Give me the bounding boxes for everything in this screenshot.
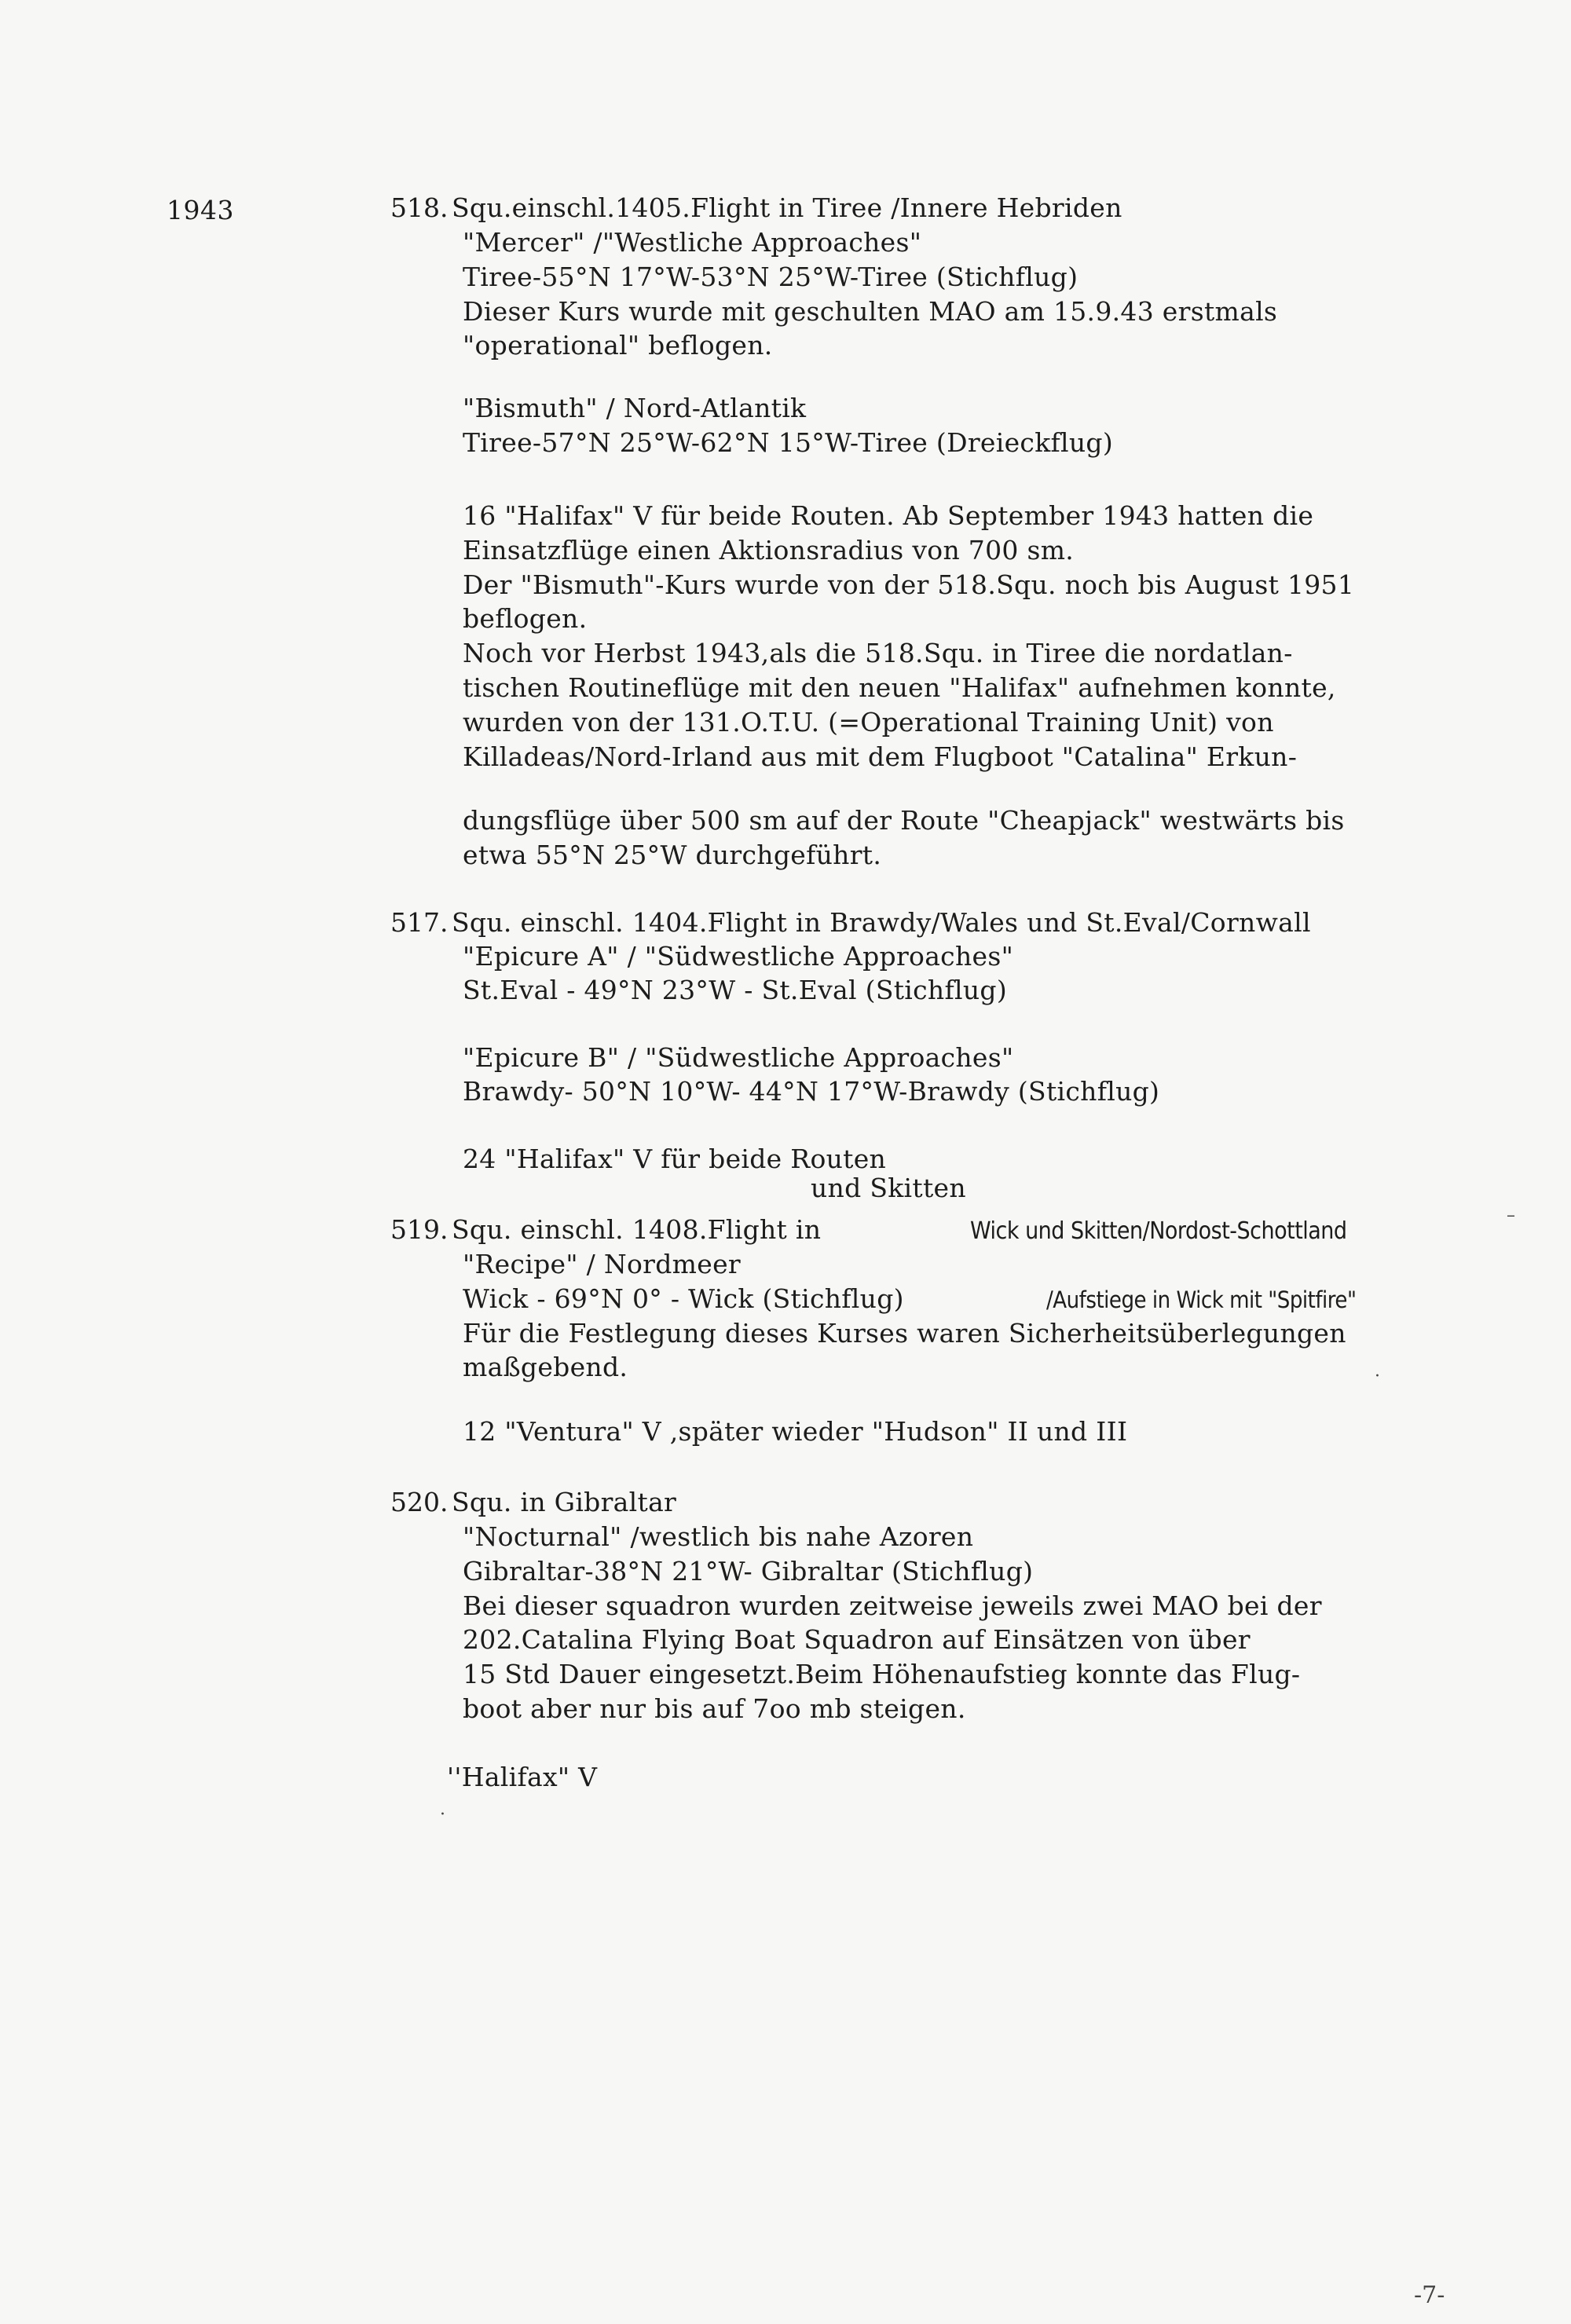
- entry-line: Squ.einschl.1405.Flight in Tiree /Innere Hebriden: [452, 192, 1122, 223]
- entry-line: Dieser Kurs wurde mit geschulten MAO am 15.9.43 erstmals: [463, 296, 1278, 327]
- entry-line: tischen Routineflüge mit den neuen "Halifax" aufnehmen konnte,: [463, 672, 1336, 703]
- year-label: 1943: [167, 195, 234, 225]
- entry-line: "Epicure A" / "Südwestliche Approaches": [463, 941, 1014, 972]
- entry-line: 202.Catalina Flying Boat Squadron auf Einsätzen von über: [463, 1624, 1251, 1655]
- entry-line: beflogen.: [463, 603, 588, 634]
- entry-number: 517.: [390, 907, 449, 938]
- entry-line: 15 Std Dauer eingesetzt.Beim Höhenaufstieg konnte das Flug-: [463, 1659, 1301, 1689]
- entry-number: 518.: [390, 192, 449, 223]
- entry-line-handwritten: /Aufstiege in Wick mit "Spitfire": [1046, 1286, 1357, 1313]
- entry-line: St.Eval - 49°N 23°W - St.Eval (Stichflug): [463, 975, 1008, 1005]
- entry-line: Squ. einschl. 1404.Flight in Brawdy/Wales und St.Eval/Cornwall: [452, 907, 1311, 938]
- entry-line: "Recipe" / Nordmeer: [463, 1249, 741, 1279]
- entry-line: Squ. in Gibraltar: [452, 1487, 677, 1517]
- entry-line: "Bismuth" / Nord-Atlantik: [463, 393, 807, 423]
- entry-line: 24 "Halifax" V für beide Routen: [463, 1144, 887, 1174]
- entry-number: 520.: [390, 1487, 449, 1517]
- entry-line: Wick - 69°N 0° - Wick (Stichflug): [463, 1283, 904, 1314]
- entry-line: "Nocturnal" /westlich bis nahe Azoren: [463, 1521, 974, 1552]
- entry-line: ''Halifax" V: [447, 1762, 598, 1792]
- entry-line: 16 "Halifax" V für beide Routen. Ab September 1943 hatten die: [463, 500, 1314, 531]
- entry-line: Der "Bismuth"-Kurs wurde von der 518.Squ. noch bis August 1951: [463, 569, 1355, 600]
- scan-speck: ·: [440, 1805, 445, 1824]
- page-mark: -7-: [1414, 2282, 1445, 2309]
- entry-line: 12 "Ventura" V ,später wieder "Hudson" II und III: [463, 1416, 1128, 1447]
- entry-line: Brawdy- 50°N 10°W- 44°N 17°W-Brawdy (Stichflug): [463, 1076, 1160, 1107]
- entry-line: etwa 55°N 25°W durchgeführt.: [463, 840, 882, 870]
- entry-line: und Skitten: [811, 1173, 966, 1203]
- entry-number: 519.: [390, 1214, 449, 1245]
- scan-speck: ·: [1375, 1367, 1380, 1386]
- entry-line: "Epicure B" / "Südwestliche Approaches": [463, 1042, 1014, 1073]
- entry-line: wurden von der 131.O.T.U. (=Operational Training Unit) von: [463, 707, 1274, 737]
- entry-line: Tiree-55°N 17°W-53°N 25°W-Tiree (Stichflug): [463, 262, 1078, 292]
- entry-line: Bei dieser squadron wurden zeitweise jeweils zwei MAO bei der: [463, 1590, 1322, 1621]
- entry-line: dungsflüge über 500 sm auf der Route "Cheapjack" westwärts bis: [463, 805, 1345, 836]
- entry-line: Tiree-57°N 25°W-62°N 15°W-Tiree (Dreieckflug): [463, 427, 1114, 458]
- entry-line: "Mercer" /"Westliche Approaches": [463, 227, 922, 258]
- entry-line: Einsatzflüge einen Aktionsradius von 700 sm.: [463, 535, 1075, 565]
- scan-speck: –: [1507, 1206, 1515, 1225]
- entry-line: maßgebend.: [463, 1352, 628, 1382]
- entry-line: Killadeas/Nord-Irland aus mit dem Flugboot "Catalina" Erkun-: [463, 741, 1298, 772]
- entry-line: Gibraltar-38°N 21°W- Gibraltar (Stichflug): [463, 1556, 1034, 1587]
- entry-line: Noch vor Herbst 1943,als die 518.Squ. in Tiree die nordatlan-: [463, 638, 1293, 668]
- entry-line-handwritten: Wick und Skitten/Nordost-Schottland: [970, 1217, 1347, 1245]
- entry-line: Für die Festlegung dieses Kurses waren Sicherheitsüberlegungen: [463, 1318, 1346, 1349]
- entry-line: Squ. einschl. 1408.Flight in: [452, 1214, 822, 1245]
- entry-line: boot aber nur bis auf 7oo mb steigen.: [463, 1693, 966, 1724]
- entry-line: "operational" beflogen.: [463, 330, 773, 360]
